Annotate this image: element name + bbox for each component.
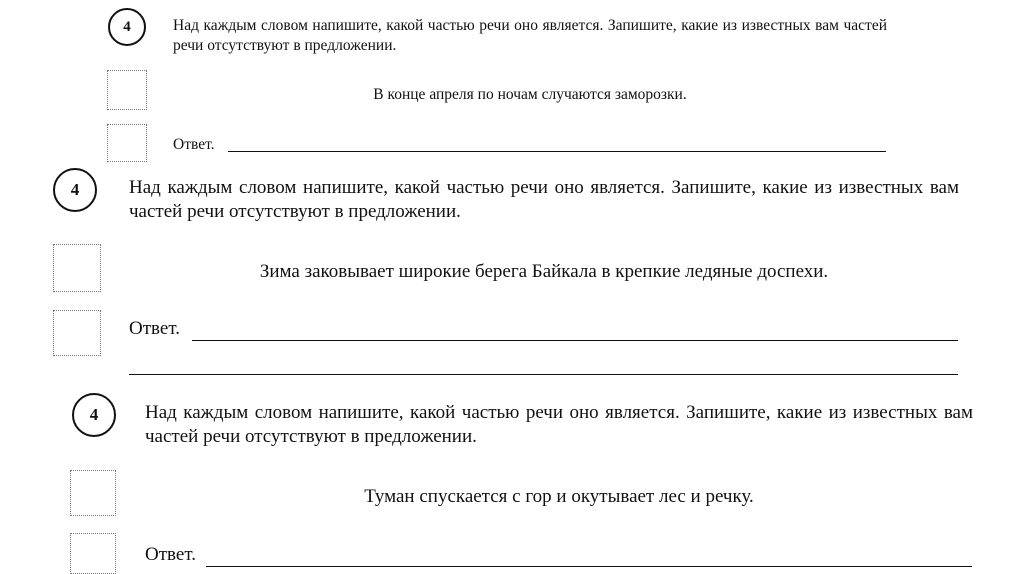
task-number-badge [108,8,146,46]
task-number: 4 [70,180,80,199]
task-number: 4 [89,405,99,424]
task-instruction: Над каждым словом напишите, какой частью речи оно является. Запишите, какие из известных вам частей речи отсутствуют в предложении. [173,17,887,54]
task-sentence: В конце апреля по ночам случаются заморозки. [373,86,687,103]
task-sentence: Зима заковывает широкие берега Байкала в крепкие ледяные доспехи. [259,261,829,282]
task-instruction: Над каждым словом напишите, какой частью речи оно является. Запишите, какие из известных вам частей речи отсутствуют в предложении. [145,402,973,448]
answer-line[interactable] [192,340,958,341]
answer-line-extra[interactable] [129,374,958,375]
task-number: 4 [123,18,131,35]
task-sentence: Туман спускается с гор и окутывает лес и речку. [364,486,754,507]
answer-line[interactable] [228,151,886,152]
score-box[interactable] [53,310,101,356]
answer-label: Ответ. [173,136,215,153]
task-number-badge [53,168,97,212]
answer-line[interactable] [206,566,972,567]
score-box[interactable] [107,70,147,110]
task-instruction: Над каждым словом напишите, какой частью речи оно является. Запишите, какие из известных вам частей речи отсутствуют в предложении. [129,177,959,223]
answer-label: Ответ. [145,544,196,565]
score-box[interactable] [70,533,116,574]
score-box[interactable] [70,470,116,516]
answer-label: Ответ. [129,318,180,339]
score-box[interactable] [107,124,147,162]
task-number-badge [72,393,116,437]
score-box[interactable] [53,244,101,292]
